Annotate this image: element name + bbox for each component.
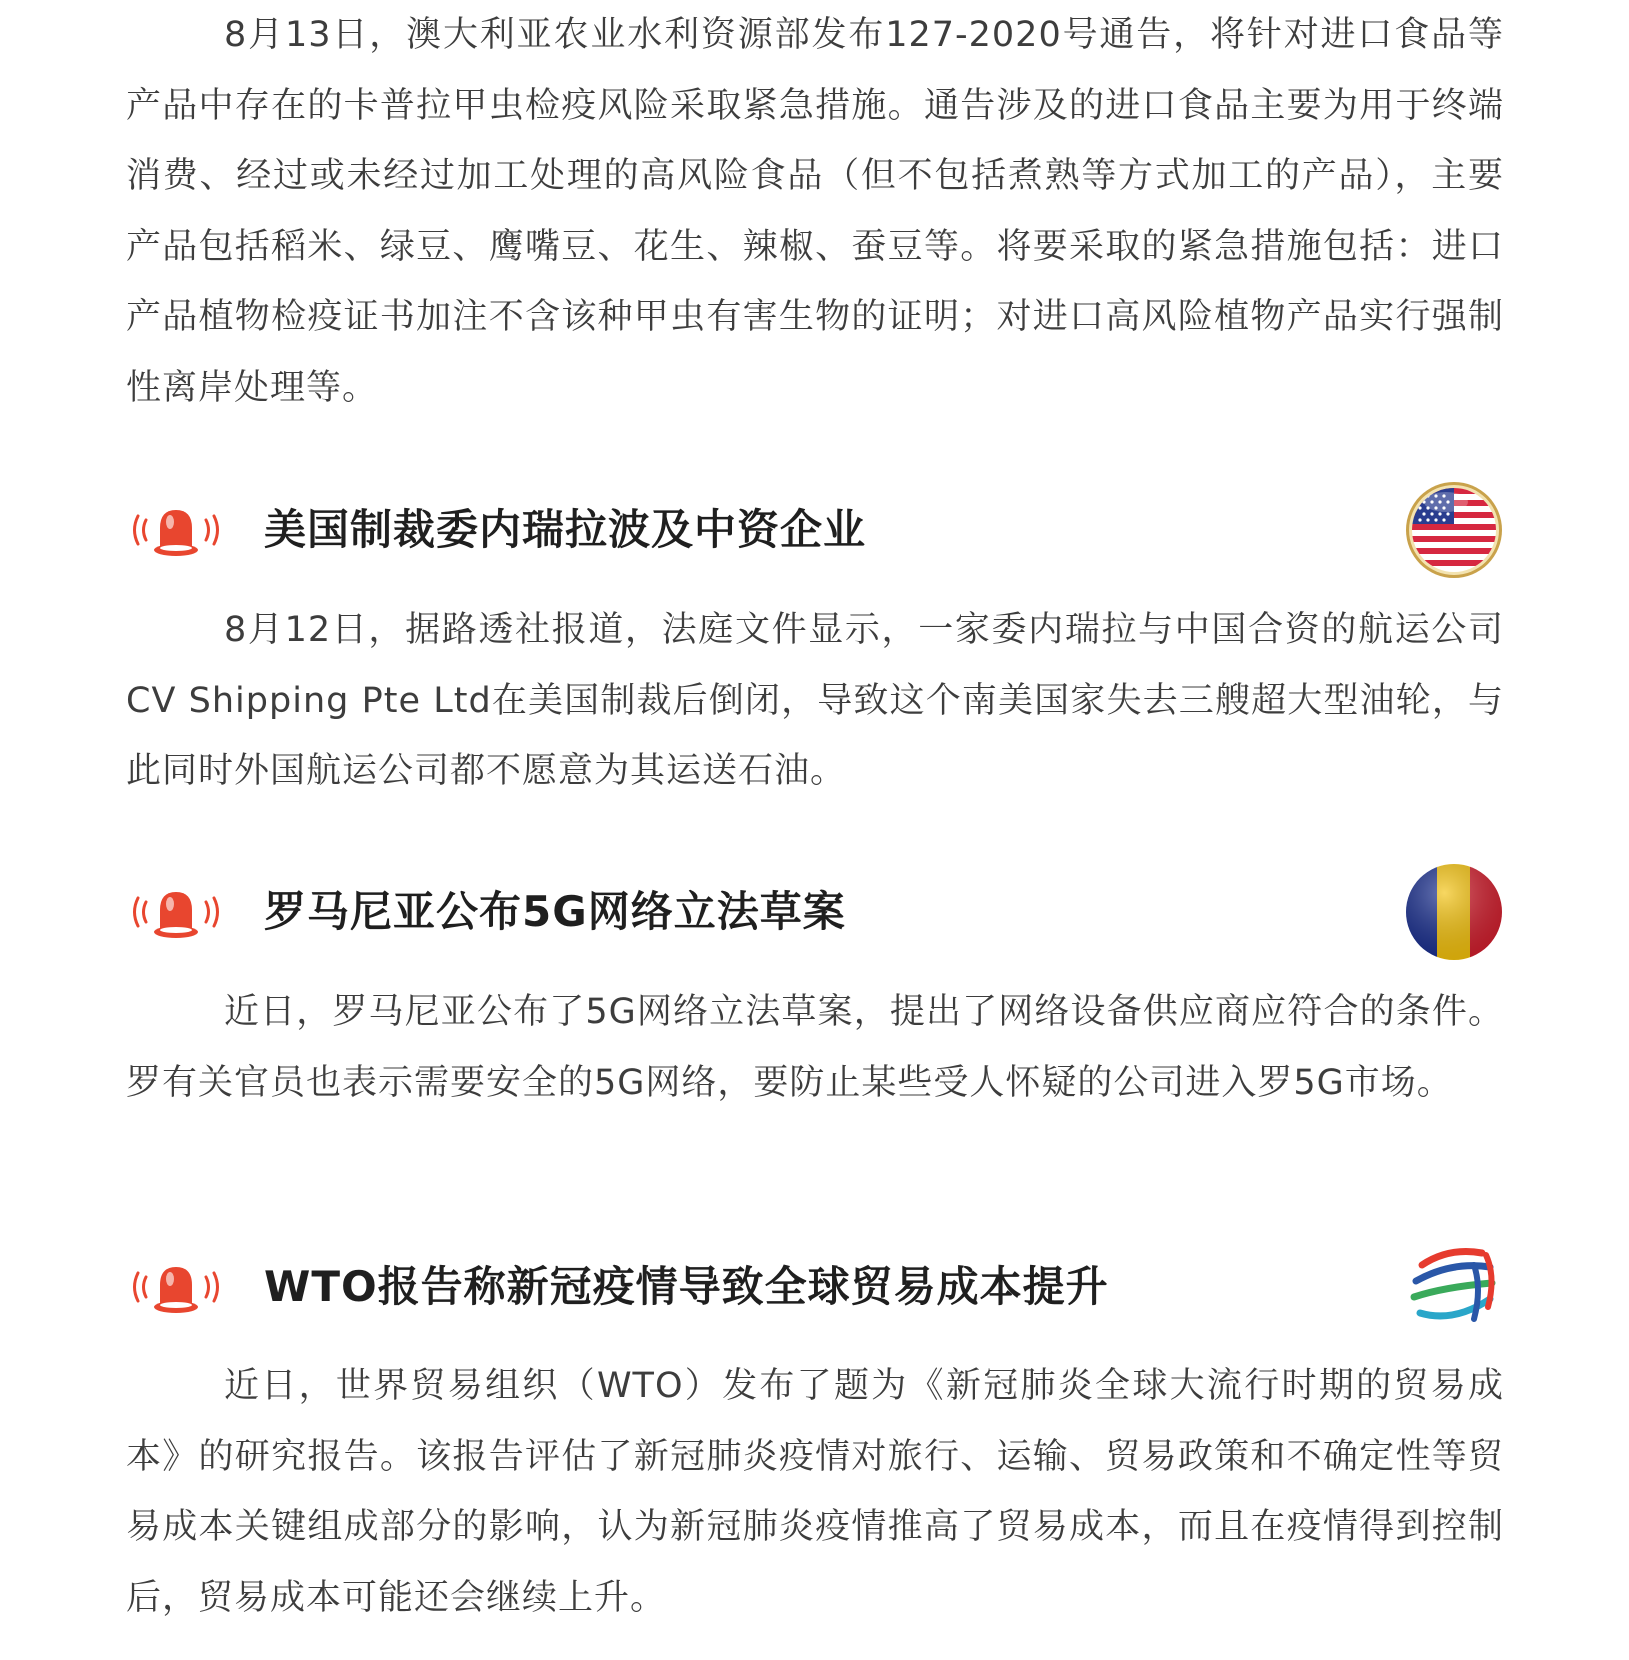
article-body-us-sanctions: 8月12日，据路透社报道，法庭文件显示，一家委内瑞拉与中国合资的航运公司CV Shipping Pte Ltd在美国制裁后倒闭，导致这个南美国家失去三艘超大型油轮，与此同时外国航运公司都不愿意为其运送石油。 bbox=[126, 610, 1504, 791]
alarm-bell-icon bbox=[126, 880, 226, 944]
section-heading: 罗马尼亚公布5G网络立法草案 bbox=[264, 887, 846, 936]
section-header-wto-report bbox=[126, 1237, 1504, 1337]
us-flag-icon bbox=[1404, 480, 1504, 580]
section-header-us-sanctions bbox=[126, 480, 1504, 580]
article-body-wto-report: 近日，世界贸易组织（WTO）发布了题为《新冠肺炎全球大流行时期的贸易成本》的研究报告。该报告评估了新冠肺炎疫情对旅行、运输、贸易政策和不确定性等贸易成本关键组成部分的影响，认为新冠肺炎疫情推高了贸易成本，而且在疫情得到控制后，贸易成本可能还会继续上升。 bbox=[126, 1366, 1504, 1618]
article-body-australia: 8月13日，澳大利亚农业水利资源部发布127-2020号通告，将针对进口食品等产品中存在的卡普拉甲虫检疫风险采取紧急措施。通告涉及的进口食品主要为用于终端消费、经过或未经过加工处理的高风险食品（但不包括煮熟等方式加工的产品），主要产品包括稻米、绿豆、鹰嘴豆、花生、辣椒、蚕豆等。将要采取的紧急措施包括：进口产品植物检疫证书加注不含该种甲虫有害生物的证明；对进口高风险植物产品实行强制性离岸处理等。 bbox=[126, 15, 1504, 408]
alarm-bell-icon bbox=[126, 1255, 226, 1319]
section-heading: WTO报告称新冠疫情导致全球贸易成本提升 bbox=[264, 1262, 1109, 1311]
alarm-bell-icon bbox=[126, 498, 226, 562]
article-body-romania-5g: 近日，罗马尼亚公布了5G网络立法草案，提出了网络设备供应商应符合的条件。罗有关官员也表示需要安全的5G网络，要防止某些受人怀疑的公司进入罗5G市场。 bbox=[126, 992, 1504, 1103]
wto-logo-icon bbox=[1404, 1237, 1504, 1337]
romania-flag-icon bbox=[1404, 862, 1504, 962]
section-heading: 美国制裁委内瑞拉波及中资企业 bbox=[264, 505, 867, 554]
section-header-romania-5g bbox=[126, 862, 1504, 962]
